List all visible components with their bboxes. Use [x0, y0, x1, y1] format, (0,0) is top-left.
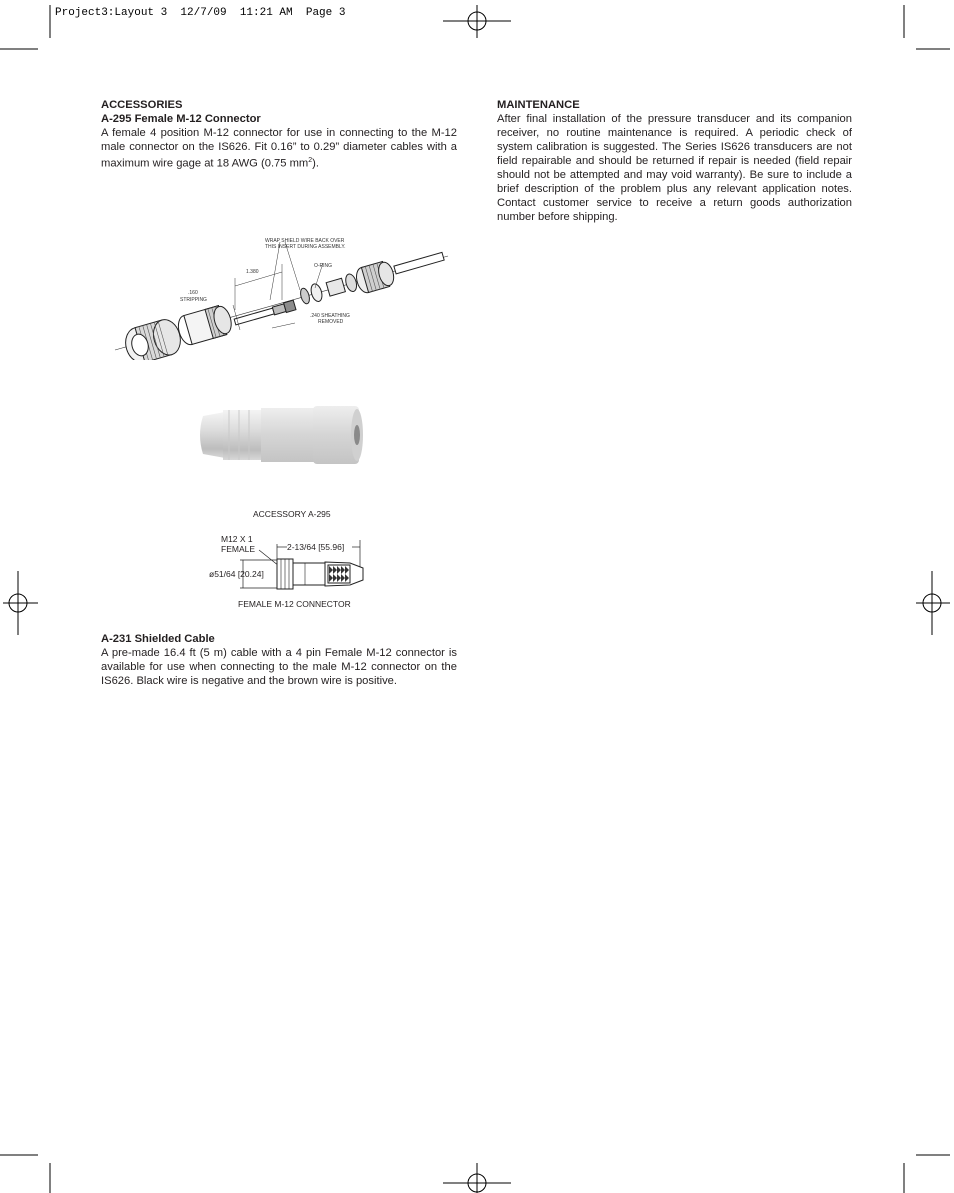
a295-title: A-295 Female M-12 Connector	[101, 113, 261, 125]
cable	[234, 300, 296, 327]
accessories-heading: ACCESSORIES	[101, 99, 183, 111]
wrap-label-2: THIS INSERT DURING ASSEMBLY.	[265, 244, 346, 250]
wrap-label: WRAP SHIELD WIRE BACK OVER	[265, 238, 345, 244]
thread-label-2: FEMALE	[221, 544, 256, 554]
oring-label: O-RING	[314, 263, 333, 269]
thread-label: M12 X 1	[221, 534, 253, 544]
a295-body: A female 4 position M-12 connector for use in connecting to the M-12 male connector on the IS626. Fit 0.16” to 0.29” diameter cables with a maximum wire gage at 18 AWG (0.75 $mm^2$).	[101, 127, 457, 170]
dimension-drawing	[205, 530, 375, 610]
photo-caption: ACCESSORY A-295	[253, 509, 331, 519]
assembly-drawing	[110, 230, 455, 360]
sheathing-label: REMOVED	[318, 319, 344, 325]
rear-nut	[354, 260, 397, 295]
stripping-dim: .160	[188, 290, 198, 296]
a231-body: A pre-made 16.4 ft (5 m) cable with a 4 pin Female M-12 connector is available for use when connecting to the male M-12 connector on the IS626. Black wire is negative and the brown wire is positive.	[101, 647, 457, 687]
maintenance-heading: MAINTENANCE	[497, 99, 580, 111]
dim-caption: FEMALE M-12 CONNECTOR	[238, 599, 351, 609]
stripping-label: STRIPPING	[180, 297, 207, 303]
maintenance-body: After final installation of the pressure transducer and its companion receiver, no routine maintenance is required. A periodic check of system calibration is suggested. The Series IS626 transducers are not field repairable and should be returned if repair is needed (field repair should not be attempted and may void warranty). Be sure to include a brief description of the problem plus any relevant application notes. Contact customer service to receive a return goods authorization number before shipping.	[497, 113, 852, 223]
left-column	[101, 98, 457, 171]
printer-slug: Project3:Layout 3 12/7/09 11:21 AM Page 3	[55, 7, 346, 19]
right-column	[497, 98, 852, 224]
body-sleeve	[175, 303, 234, 346]
oring-and-grip	[299, 273, 359, 306]
connector-photo	[195, 400, 375, 470]
dim-1380: 1.380	[246, 269, 259, 275]
length-dim: 2-13/64 [55.96]	[287, 542, 345, 552]
a231-title: A-231 Shielded Cable	[101, 633, 215, 645]
sheathing-dim: .240 SHEATHING	[310, 313, 350, 319]
diameter-dim: ø51/64 [20.24]	[209, 569, 264, 579]
a231-section	[101, 632, 457, 688]
coupling-nut	[122, 316, 185, 360]
